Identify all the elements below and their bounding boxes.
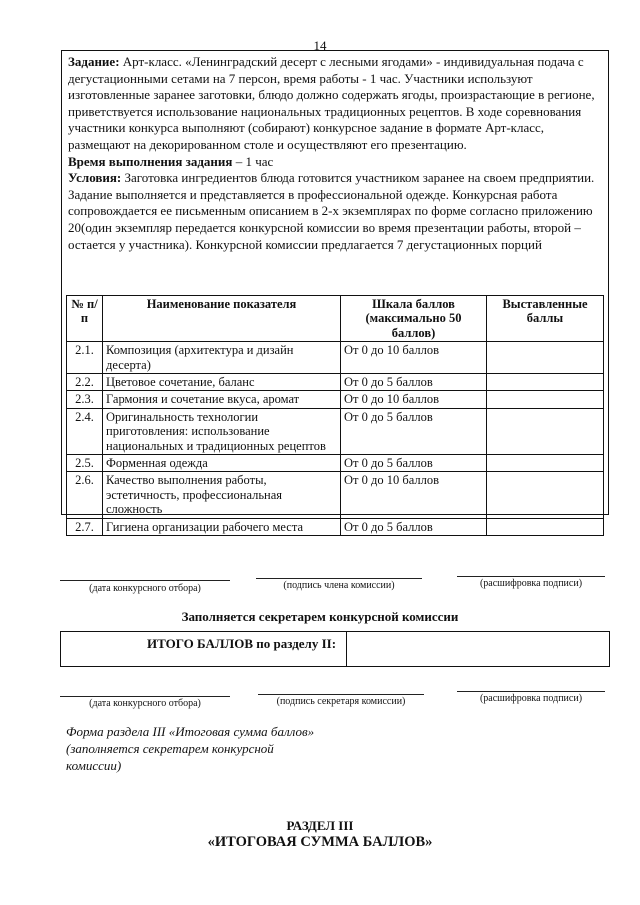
table-row (67, 518, 604, 535)
row-scale: От 0 до 5 баллов (341, 518, 487, 535)
row-awarded-cell[interactable] (487, 374, 604, 391)
scores-table (66, 295, 604, 536)
row-name: Форменная одежда (103, 455, 341, 472)
date-caption: (дата конкурсного отбора) (89, 583, 201, 594)
row-awarded-cell[interactable] (487, 518, 604, 535)
row-name: Гигиена организации рабочего места (103, 518, 341, 535)
page-number: 14 (313, 38, 327, 53)
conditions-label: Условия: (68, 170, 122, 186)
secretary-heading: Заполняется секретарем конкурсной комиссии (181, 609, 459, 624)
secretary-signature-line[interactable] (258, 694, 424, 695)
task-box (61, 50, 609, 534)
section-title: «ИТОГОВАЯ СУММА БАЛЛОВ» (207, 834, 433, 850)
row-no: 2.2. (67, 374, 103, 391)
row-scale: От 0 до 5 баллов (341, 374, 487, 391)
date-caption-2: (дата конкурсного отбора) (89, 698, 201, 709)
row-awarded-cell[interactable] (487, 391, 604, 408)
header-scale: Шкала баллов (максимально 50 баллов) (341, 296, 487, 342)
row-name: Цветовое сочетание, баланс (103, 374, 341, 391)
table-row (67, 455, 604, 472)
total-score-box (60, 631, 610, 667)
row-scale: От 0 до 10 баллов (341, 472, 487, 518)
row-name: Композиция (архитектура и дизайн десерта) (103, 342, 341, 374)
header-no: № п/п (67, 296, 103, 342)
row-no: 2.4. (67, 408, 103, 454)
row-awarded-cell[interactable] (487, 472, 604, 518)
table-row (67, 342, 604, 374)
member-signature-caption: (подпись члена комиссии) (283, 580, 395, 591)
row-scale: От 0 до 10 баллов (341, 342, 487, 374)
row-scale: От 0 до 5 баллов (341, 455, 487, 472)
row-name: Оригинальность технологии приготовления: использование национальных и традиционных рецептов (103, 408, 341, 454)
row-awarded-cell[interactable] (487, 455, 604, 472)
table-row (67, 472, 604, 518)
row-scale: От 0 до 10 баллов (341, 391, 487, 408)
table-row (67, 391, 604, 408)
time-label: Время выполнения задания (68, 153, 233, 169)
decode-signature-line-2[interactable] (457, 691, 605, 692)
header-awarded: Выставленные баллы (487, 296, 604, 342)
row-awarded-cell[interactable] (487, 408, 604, 454)
header-name: Наименование показателя (103, 296, 341, 342)
section-number: РАЗДЕЛ III (286, 818, 354, 833)
decode-caption: (расшифровка подписи) (479, 578, 583, 589)
total-score-label: ИТОГО БАЛЛОВ по разделу II: (147, 636, 337, 651)
task-description (68, 54, 600, 253)
total-divider (346, 632, 347, 666)
row-no: 2.7. (67, 518, 103, 535)
form-note: Форма раздела III «Итоговая сумма баллов» (заполняется секретарем конкурсной комиссии) (66, 724, 315, 773)
decode-signature-line[interactable] (457, 576, 605, 577)
table-row (67, 374, 604, 391)
row-no: 2.6. (67, 472, 103, 518)
table-row (67, 408, 604, 454)
date-signature-line[interactable] (60, 580, 230, 581)
member-signature-line[interactable] (256, 578, 422, 579)
row-name: Гармония и сочетание вкуса, аромат (103, 391, 341, 408)
row-awarded-cell[interactable] (487, 342, 604, 374)
secretary-signature-caption: (подпись секретаря комиссии) (276, 696, 406, 707)
conditions-text: Заготовка ингредиентов блюда готовится участником заранее на своем предприятии. Задание выполняется и представляется в профессиональной одежде. Конкурсная работа сопровождается ее письменным описанием в 2-х экземплярах по форме согласно приложению 20(один экземпляр передается конкурсной комиссии во время презентации работы, второй – остается у участника). Конкурсной комиссии предлагается 7 дегустационных порций (68, 170, 595, 252)
table-header-row (67, 296, 604, 342)
date-signature-line-2[interactable] (60, 696, 230, 697)
row-no: 2.3. (67, 391, 103, 408)
row-name: Качество выполнения работы, эстетичность, профессиональная сложность (103, 472, 341, 518)
row-no: 2.1. (67, 342, 103, 374)
decode-caption-2: (расшифровка подписи) (479, 693, 583, 704)
row-no: 2.5. (67, 455, 103, 472)
row-scale: От 0 до 5 баллов (341, 408, 487, 454)
task-text: Арт-класс. «Ленинградский десерт с лесными ягодами» - индивидуальная подача с дегустационными сетами на 7 персон, время работы - 1 час. Участники используют изготовленные заранее заготовки, блюдо должно содержать ягоды, произрастающие в регионе, приветствуется использование национальных традиционных рецептов. В ходе соревнования участники конкурса выполняют (собирают) конкурсное задание в формате Арт-класс, размещают на декорированном столе и осуществляют его презентацию. (68, 54, 595, 152)
time-text: – 1 час (232, 153, 274, 169)
task-label: Задание: (68, 54, 120, 69)
